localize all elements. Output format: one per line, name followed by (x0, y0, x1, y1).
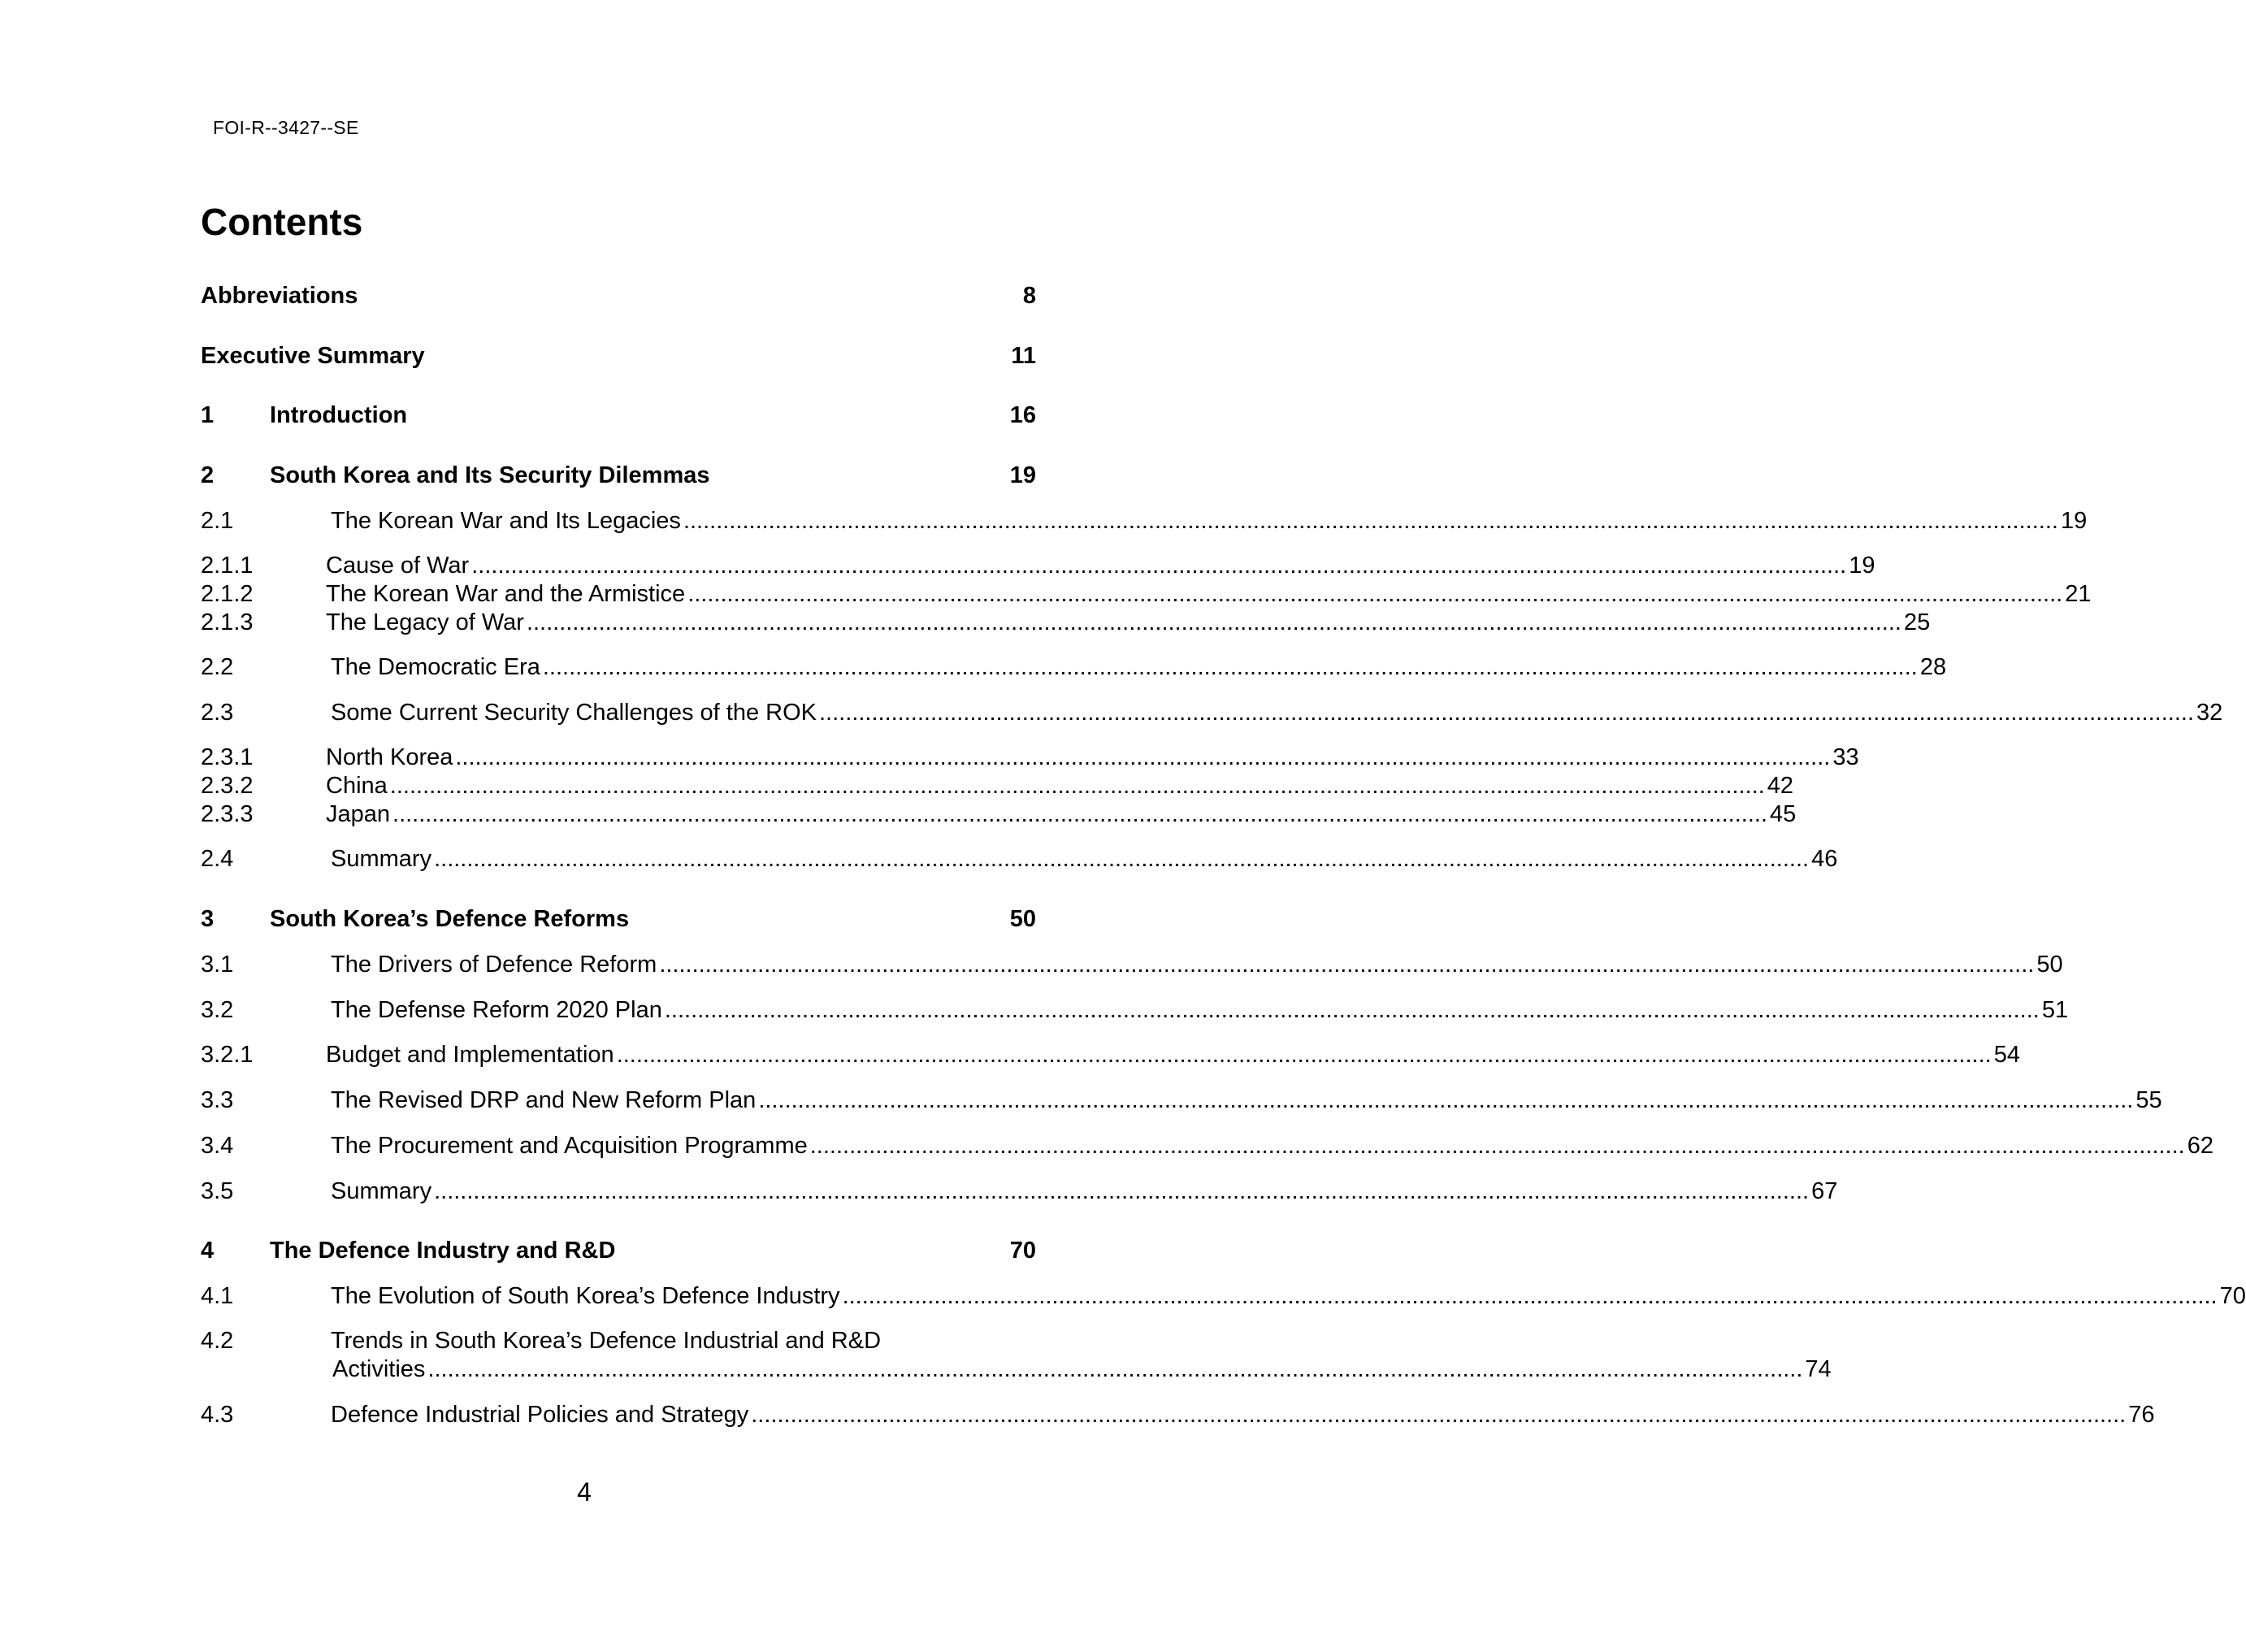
toc-page-number: 42 (1767, 773, 1794, 799)
toc-number: 2.3 (201, 700, 234, 726)
toc-page-number: 11 (1011, 343, 1036, 369)
dot-leader: .................................................................................................................................................................................................................. (758, 1087, 2134, 1113)
toc-number: 2.3.2 (201, 773, 254, 799)
dot-leader: .................................................................................................................................................................................................................. (751, 1402, 2127, 1428)
dot-leader: .................................................................................................................................................................................................................. (427, 1356, 1803, 1382)
toc-title: South Korea and Its Security Dilemmas (270, 462, 710, 488)
toc-page-number: 70 (1009, 1238, 1036, 1264)
toc-title: Budget and Implementation (326, 1042, 614, 1068)
toc-title: The Revised DRP and New Reform Plan (331, 1087, 757, 1113)
toc-number: 2.1.1 (201, 553, 254, 579)
dot-leader: .................................................................................................................................................................................................................. (455, 744, 1831, 770)
toc-page-number: 45 (1770, 801, 1797, 827)
toc-title: China (326, 773, 388, 799)
toc-page-number: 51 (2041, 997, 2069, 1023)
toc-title: The Evolution of South Korea’s Defence Industry (331, 1283, 840, 1309)
toc-number: 2.3.1 (201, 744, 254, 770)
toc-title: Summary (331, 846, 432, 872)
dot-leader: .................................................................................................................................................................................................................. (683, 508, 2058, 534)
toc-title: Introduction (270, 402, 408, 428)
toc-title: Summary (331, 1178, 432, 1204)
toc-page-number: 76 (2128, 1402, 2155, 1428)
dot-leader: .................................................................................................................................................................................................................. (434, 846, 1810, 872)
toc-page-number: 19 (1009, 462, 1036, 488)
toc-number: 2.1.2 (201, 581, 254, 607)
dot-leader: .................................................................................................................................................................................................................. (687, 581, 2063, 607)
toc-title: Some Current Security Challenges of the ROK (331, 700, 817, 726)
toc-number: 3.3 (201, 1087, 234, 1113)
dot-leader: .................................................................................................................................................................................................................. (809, 1133, 2185, 1159)
toc-page-number: 54 (1993, 1042, 2020, 1068)
toc-number: 3.5 (201, 1178, 234, 1204)
toc-entry-4-2[interactable] (201, 1327, 1832, 1384)
toc-page-number: 70 (2219, 1283, 2246, 1309)
toc-title: The Korean War and the Armistice (326, 581, 686, 607)
toc-title: Cause of War (326, 553, 470, 579)
toc-number: 3.4 (201, 1133, 234, 1159)
toc-title: Executive Summary (201, 343, 425, 369)
toc-number: 3 (201, 906, 215, 932)
toc-number: 4.1 (201, 1283, 234, 1309)
page-number-footer: 4 (577, 1477, 592, 1507)
toc-number: 2.2 (201, 654, 234, 680)
toc-page-number: 8 (1022, 283, 1036, 309)
toc-number: 2.1.3 (201, 609, 254, 635)
toc-title: Abbreviations (201, 283, 358, 309)
toc-title: North Korea (326, 744, 453, 770)
toc-page-number: 33 (1832, 744, 1859, 770)
toc-number: 1 (201, 402, 215, 428)
toc-page-number: 74 (1805, 1356, 1832, 1382)
toc-page-number: 19 (2060, 508, 2088, 534)
toc-page-number: 62 (2187, 1133, 2213, 1159)
table-of-contents (201, 0, 2246, 1652)
toc-number: 3.1 (201, 952, 234, 978)
toc-page-number: 28 (1919, 654, 1947, 680)
toc-title: The Defense Reform 2020 Plan (331, 997, 662, 1023)
toc-number: 2.4 (201, 846, 234, 872)
toc-page-number: 19 (1849, 553, 1875, 579)
dot-leader: .................................................................................................................................................................................................................. (819, 700, 2194, 726)
toc-number: 2.3.3 (201, 801, 254, 827)
toc-number: 4.3 (201, 1402, 234, 1428)
dot-leader: .................................................................................................................................................................................................................. (664, 997, 2040, 1023)
dot-leader: .................................................................................................................................................................................................................. (616, 1042, 1992, 1068)
dot-leader: .................................................................................................................................................................................................................. (526, 609, 1901, 635)
toc-page-number: 50 (2036, 952, 2063, 978)
toc-title: Japan (326, 801, 391, 827)
toc-number: 4 (201, 1238, 215, 1264)
toc-page-number: 21 (2065, 581, 2092, 607)
toc-page-number: 50 (1009, 906, 1036, 932)
toc-page-number: 67 (1811, 1178, 1838, 1204)
toc-page-number: 25 (1903, 609, 1931, 635)
dot-leader: .................................................................................................................................................................................................................. (659, 952, 2035, 978)
toc-title: Trends in South Korea’s Defence Industrial and R&D (331, 1328, 882, 1354)
dot-leader: .................................................................................................................................................................................................................. (434, 1178, 1810, 1204)
dot-leader: .................................................................................................................................................................................................................. (542, 654, 1918, 680)
toc-page-number: 46 (1811, 846, 1838, 872)
page-title: Contents (201, 201, 363, 243)
toc-page-number: 55 (2135, 1087, 2162, 1113)
toc-number: 3.2 (201, 997, 234, 1023)
toc-title: South Korea’s Defence Reforms (270, 906, 630, 932)
toc-title: The Legacy of War (326, 609, 524, 635)
toc-title: The Drivers of Defence Reform (331, 952, 657, 978)
dot-leader: .................................................................................................................................................................................................................. (389, 773, 1765, 799)
dot-leader: .................................................................................................................................................................................................................. (842, 1283, 2218, 1309)
dot-leader: .................................................................................................................................................................................................................. (392, 801, 1768, 827)
toc-number: 3.2.1 (201, 1042, 254, 1068)
report-id: FOI-R--3427--SE (213, 117, 359, 138)
toc-number: 4.2 (201, 1328, 234, 1354)
dot-leader: .................................................................................................................................................................................................................. (471, 553, 1847, 579)
toc-title: The Defence Industry and R&D (270, 1238, 616, 1264)
toc-title: The Democratic Era (331, 654, 540, 680)
toc-title: The Procurement and Acquisition Programme (331, 1133, 808, 1159)
toc-title-continued: Activities (332, 1356, 426, 1382)
toc-title: Defence Industrial Policies and Strategy (331, 1402, 749, 1428)
toc-page-number: 16 (1009, 402, 1036, 428)
toc-number: 2.1 (201, 508, 234, 534)
toc-page-number: 32 (2196, 700, 2223, 726)
toc-title: The Korean War and Its Legacies (331, 508, 681, 534)
toc-number: 2 (201, 462, 215, 488)
